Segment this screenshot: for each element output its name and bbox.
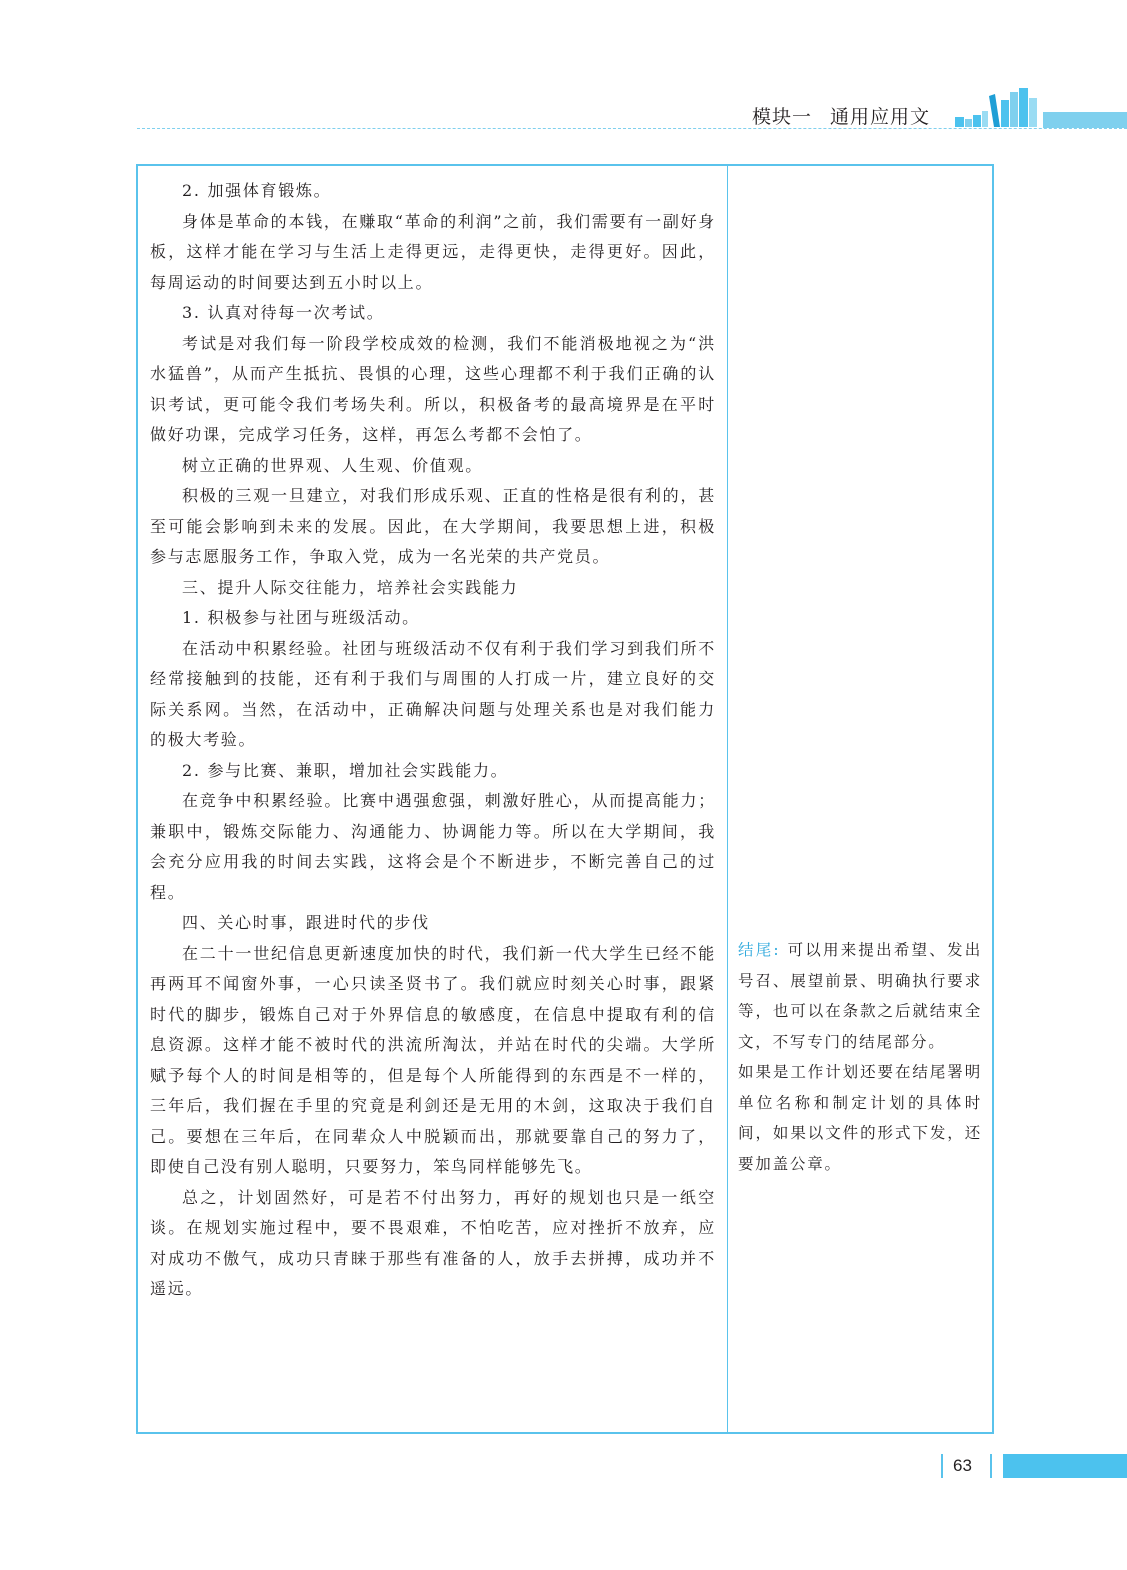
paragraph: 1. 积极参与社团与班级活动。 [182,608,420,627]
main-column [150,176,716,1305]
footer-divider-right [990,1454,992,1478]
footer-accent-bar [1003,1454,1127,1478]
chapter-title: 通用应用文 [830,106,931,128]
footer-divider-left [941,1454,943,1478]
paragraph: 在竞争中积累经验。比赛中遇强愈强，刺激好胜心，从而提高能力；兼职中，锻炼交际能力、沟通能力、协调能力等。所以在大学期间，我会充分应用我的时间去实践，这将会是个不断进步，不断完善自己的过程。 [150,791,716,902]
side-note-ending [738,935,982,1057]
running-header [752,102,930,129]
section-heading: 四、关心时事，跟进时代的步伐 [182,913,430,932]
header-accent-bar [1043,112,1127,128]
section-heading: 三、提升人际交往能力，培养社会实践能力 [182,577,519,597]
side-note-extra: 如果是工作计划还要在结尾署明单位名称和制定计划的具体时间，如果以文件的形式下发，还要加盖公章。 [738,1063,982,1173]
paragraph: 3. 认真对待每一次考试。 [182,303,385,322]
paragraph: 身体是革命的本钱，在赚取“革命的利润”之前，我们需要有一副好身板，这样才能在学习与生活上走得更远，走得更快，走得更好。因此，每周运动的时间要达到五小时以上。 [150,211,716,292]
header-rule [137,128,1127,129]
content-frame [136,164,994,1434]
margin-notes [738,935,982,1179]
side-note-title: 结尾 [738,941,774,959]
paragraph: 2. 加强体育锻炼。 [182,181,332,200]
side-note-colon: : [773,941,781,959]
side-note-text: 可以用来提出希望、发出号召、展望前景、明确执行要求等，也可以在条款之后就结束全文，不写专门的结尾部分。 [738,941,982,1051]
module-label: 模块一 [752,106,813,128]
page-number: 63 [953,1456,972,1475]
paragraph: 总之，计划固然好，可是若不付出努力，再好的规划也只是一纸空谈。在规划实施过程中，要不畏艰难，不怕吃苦，应对挫折不放弃，应对成功不傲气，成功只青睐于那些有准备的人，放手去拼搏，成功并不遥远。 [150,1187,716,1298]
page-header [0,0,1127,140]
paragraph: 2. 参与比赛、兼职，增加社会实践能力。 [182,760,509,780]
paragraph: 积极的三观一旦建立，对我们形成乐观、正直的性格是很有利的，甚至可能会影响到未来的发展。因此，在大学期间，我要思想上进，积极参与志愿服务工作，争取入党，成为一名光荣的共产党员。 [150,486,716,566]
paragraph: 在活动中积累经验。社团与班级活动不仅有利于我们学习到我们所不经常接触到的技能，还有利于我们与周围的人打成一片，建立良好的交际关系网。当然，在活动中，正确解决问题与处理关系也是对我们能力的极大考验。 [150,638,716,749]
paragraph: 树立正确的世界观、人生观、价值观。 [182,455,483,475]
paragraph: 考试是对我们每一阶段学校成效的检测，我们不能消极地视之为“洪水猛兽”，从而产生抵抗、畏惧的心理，这些心理都不利于我们正确的认识考试，更可能令我们考场失利。所以，积极备考的最高境界是在平时做好功课，完成学习任务，这样，再怎么考都不会怕了。 [150,333,716,444]
paragraph: 在二十一世纪信息更新速度加快的时代，我们新一代大学生已经不能再两耳不闻窗外事，一心只读圣贤书了。我们就应时刻关心时事，跟紧时代的脚步，锻炼自己对于外界信息的敏感度，在信息中提取有利的信息资源。这样才能不被时代的洪流所淘汰，并站在时代的尖端。大学所赋予每个人的时间是相等的，但是每个人所能得到的东西是不一样的，三年后，我们握在手里的究竟是利剑还是无用的木剑，这取决于我们自己。要想在三年后，在同辈众人中脱颖而出，那就要靠自己的努力了，即使自己没有别人聪明，只要努力，笨鸟同样能够先飞。 [150,943,716,1176]
column-divider [727,166,728,1432]
books-icon [953,84,1043,129]
